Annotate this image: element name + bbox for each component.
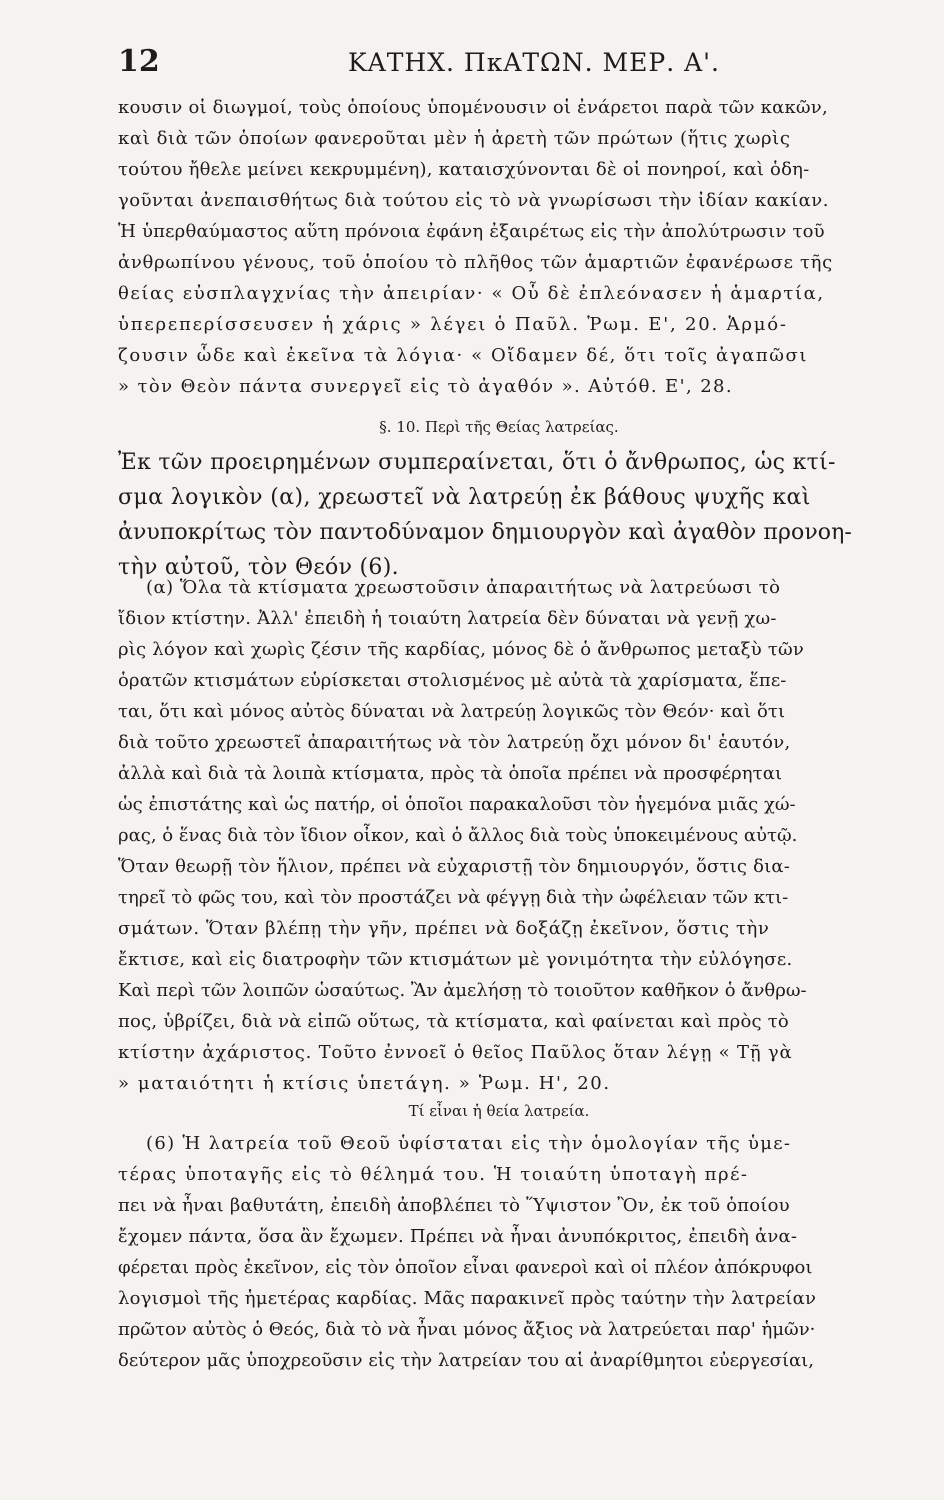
text-line: Καὶ περὶ τῶν λοιπῶν ὡσαύτως. Ἂν ἀμελήσῃ τὸ τοιοῦτον καθῆκον ὁ ἄνθρω-: [118, 980, 807, 1001]
text-line: ὑπερεπερίσσευσεν ἡ χάρις » λέγει ὁ Παῦλ. Ῥωμ. Ε', 20. Ἁρμό-: [118, 314, 788, 335]
text-line: φέρεται πρὸς ἐκεῖνον, εἰς τὸν ὁποῖον εἶναι φανεροὶ καὶ οἱ πλέον ἀπόκρυφοι: [118, 1257, 813, 1278]
text-line: τὴν αὐτοῦ, τὸν Θεόν (6).: [118, 555, 399, 580]
text-line: ὁρατῶν κτισμάτων εὑρίσκεται στολισμένος μὲ αὐτὰ τὰ χαρίσματα, ἕπε-: [118, 670, 787, 691]
text-line: Ἡ ὑπερθαύμαστος αὕτη πρόνοια ἐφάνη ἐξαιρέτως εἰς τὴν ἀπολύτρωσιν τοῦ: [118, 221, 825, 242]
text-line: ται, ὅτι καὶ μόνος αὐτὸς δύναται νὰ λατρεύῃ λογικῶς τὸν Θεόν· καὶ ὅτι: [118, 701, 786, 722]
text-line: κουσιν οἱ διωγμοί, τοὺς ὁποίους ὑπομένουσιν οἱ ἐνάρετοι παρὰ τῶν κακῶν,: [118, 97, 828, 118]
text-line: ἀνυποκρίτως τὸν παντοδύναμον δημιουργὸν καὶ ἀγαθὸν προνοη-: [118, 520, 852, 545]
text-line: γοῦνται ἀνεπαισθήτως διὰ τούτου εἰς τὸ νὰ γνωρίσωσι τὴν ἰδίαν κακίαν.: [118, 190, 829, 211]
text-line: ἔχομεν πάντα, ὅσα ἂν ἔχωμεν. Πρέπει νὰ ἦναι ἀνυπόκριτος, ἐπειδὴ ἀνα-: [118, 1226, 798, 1247]
paragraph-continuation: [118, 92, 880, 402]
text-line: λογισμοὶ τῆς ἡμετέρας καρδίας. Μᾶς παρακινεῖ πρὸς ταύτην τὴν λατρείαν: [118, 1288, 817, 1309]
main-paragraph: [118, 445, 880, 585]
text-line: πει νὰ ἦναι βαθυτάτη, ἐπειδὴ ἀποβλέπει τὸ Ὕψιστον Ὂν, ἐκ τοῦ ὁποίου: [118, 1195, 790, 1216]
text-line: Ἐκ τῶν προειρημένων συμπεραίνεται, ὅτι ὁ ἄνθρωπος, ὡς κτί-: [118, 450, 836, 475]
text-line: ζουσιν ὧδε καὶ ἐκεῖνα τὰ λόγια· « Οἴδαμεν δέ, ὅτι τοῖς ἀγαπῶσι: [118, 345, 809, 366]
text-line: σμα λογικὸν (α), χρεωστεῖ νὰ λατρεύῃ ἐκ βάθους ψυχῆς καὶ: [118, 485, 811, 510]
text-line: ἀλλὰ καὶ διὰ τὰ λοιπὰ κτίσματα, πρὸς τὰ ὁποῖα πρέπει νὰ προσφέρηται: [118, 763, 783, 784]
text-line: ἔκτισε, καὶ εἰς διατροφὴν τῶν κτισμάτων μὲ γονιμότητα τὴν εὐλόγησε.: [118, 949, 793, 970]
text-line: (6) Ἡ λατρεία τοῦ Θεοῦ ὑφίσταται εἰς τὴν ὁμολογίαν τῆς ὑμε-: [146, 1133, 792, 1154]
text-line: ὡς ἐπιστάτης καὶ ὡς πατήρ, οἱ ὁποῖοι παρακαλοῦσι τὸν ἡγεμόνα μιᾶς χώ-: [118, 794, 796, 815]
subheading: Τί εἶναι ἡ θεία λατρεία.: [408, 1102, 590, 1120]
text-line: » ματαιότητι ἡ κτίσις ὑπετάγη. » Ῥωμ. Η', 20.: [118, 1073, 611, 1094]
text-line: θείας εὐσπλαγχνίας τὴν ἀπειρίαν· « Οὗ δὲ ἐπλεόνασεν ἡ ἁμαρτία,: [118, 283, 825, 304]
text-line: » τὸν Θεὸν πάντα συνεργεῖ εἰς τὸ ἀγαθόν ». Αὐτόθ. Ε', 28.: [118, 376, 734, 397]
section-heading: §. 10. Περὶ τῆς Θείας λατρείας.: [379, 418, 619, 436]
text-line: κτίστην ἀχάριστος. Τοῦτο ἐννοεῖ ὁ θεῖος Παῦλος ὅταν λέγῃ « Τῇ γὰ: [118, 1042, 793, 1063]
text-line: ἀνθρωπίνου γένους, τοῦ ὁποίου τὸ πλῆθος τῶν ἁμαρτιῶν ἐφανέρωσε τῆς: [118, 252, 833, 273]
text-line: ρὶς λόγον καὶ χωρὶς ζέσιν τῆς καρδίας, μόνος δὲ ὁ ἄνθρωπος μεταξὺ τῶν: [118, 639, 805, 660]
text-line: πος, ὑβρίζει, διὰ νὰ εἰπῶ οὕτως, τὰ κτίσματα, καὶ φαίνεται καὶ πρὸς τὸ: [118, 1011, 789, 1032]
text-line: Ὅταν θεωρῇ τὸν ἥλιον, πρέπει νὰ εὐχαριστῇ τὸν δημιουργόν, ὅστις δια-: [118, 856, 791, 877]
text-line: δεύτερον μᾶς ὑποχρεοῦσιν εἰς τὴν λατρείαν του αἱ ἀναρίθμητοι εὐεργεσίαι,: [118, 1350, 814, 1371]
page-header: [118, 44, 898, 84]
text-line: τέρας ὑποταγῆς εἰς τὸ θέλημά του. Ἡ τοιαύτη ὑποταγὴ πρέ-: [118, 1164, 749, 1185]
text-line: σμάτων. Ὅταν βλέπῃ τὴν γῆν, πρέπει νὰ δοξάζῃ ἐκεῖνον, ὅστις τὴν: [118, 918, 770, 939]
page-number: 12: [118, 44, 160, 79]
text-line: τούτου ἤθελε μείνει κεκρυμμένη), καταισχύνονται δὲ οἱ πονηροί, καὶ ὁδη-: [118, 159, 810, 180]
text-line: διὰ τοῦτο χρεωστεῖ ἀπαραιτήτως νὰ τὸν λατρεύῃ ὄχι μόνον δι' ἑαυτόν,: [118, 732, 791, 753]
running-head: ΚΑΤΗΧ. ΠκΑΤΩΝ. ΜΕΡ. Α'.: [348, 48, 720, 77]
text-line: (α) Ὅλα τὰ κτίσματα χρεωστοῦσιν ἀπαραιτήτως νὰ λατρεύωσι τὸ: [146, 577, 781, 598]
footnote-b: [118, 1128, 880, 1376]
text-line: πρῶτον αὐτὸς ὁ Θεός, διὰ τὸ νὰ ἦναι μόνος ἄξιος νὰ λατρεύεται παρ' ἡμῶν·: [118, 1319, 816, 1340]
text-line: τηρεῖ τὸ φῶς του, καὶ τὸν προστάζει νὰ φέγγῃ διὰ τὴν ὠφέλειαν τῶν κτι-: [118, 887, 789, 908]
text-line: ἴδιον κτίστην. Ἀλλ' ἐπειδὴ ἡ τοιαύτη λατρεία δὲν δύναται νὰ γενῇ χω-: [118, 608, 777, 629]
text-line: καὶ διὰ τῶν ὁποίων φανεροῦται μὲν ἡ ἀρετὴ τῶν πρώτων (ἥτις χωρὶς: [118, 128, 791, 149]
text-line: ρας, ὁ ἕνας διὰ τὸν ἴδιον οἶκον, καὶ ὁ ἄλλος διὰ τοὺς ὑποκειμένους αὐτῷ.: [118, 825, 798, 846]
footnote-a: [118, 572, 880, 1099]
